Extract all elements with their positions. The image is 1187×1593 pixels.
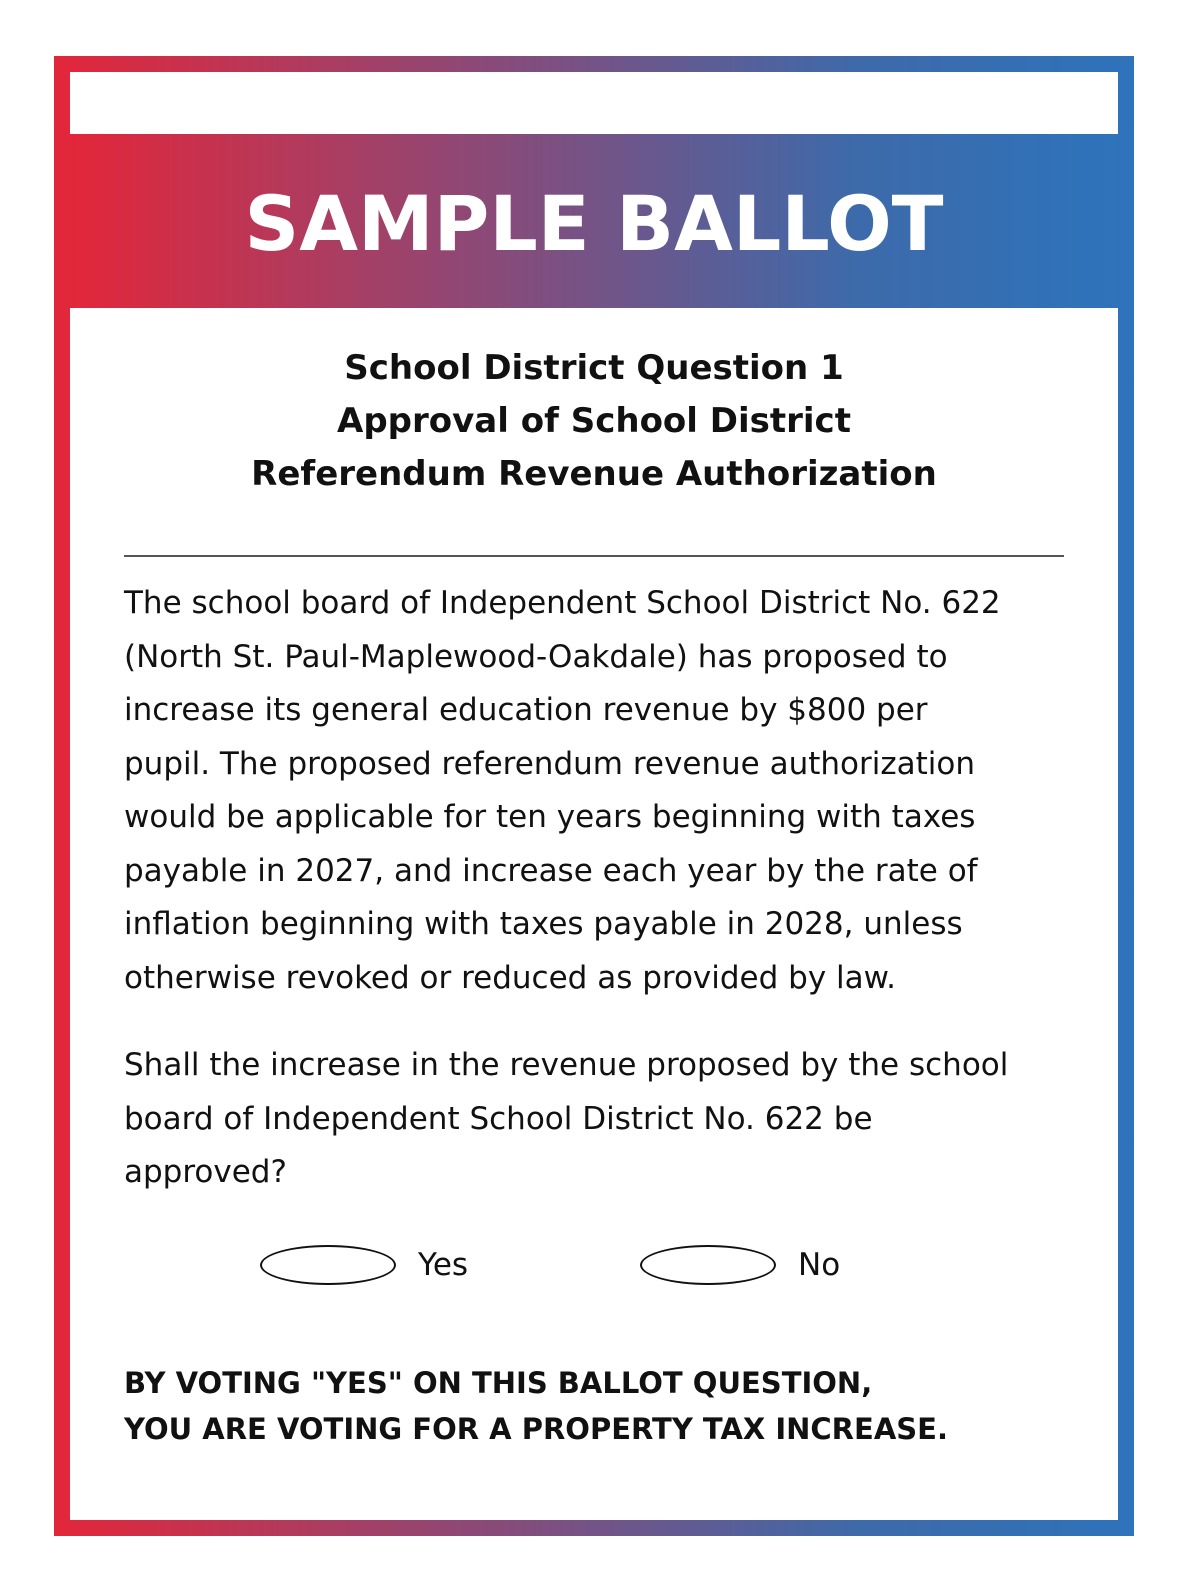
no-oval[interactable] [640, 1245, 776, 1285]
question-line: approved? [124, 1154, 287, 1190]
description-line: The school board of Independent School District No. 622 [124, 585, 1001, 621]
tax-increase-notice [124, 1360, 948, 1452]
question-line: Shall the increase in the revenue proposed by the school [124, 1047, 1009, 1083]
banner-title: SAMPLE BALLOT [244, 179, 944, 268]
description-line: increase its general education revenue by $800 per [124, 692, 928, 728]
description-line: otherwise revoked or reduced as provided by law. [124, 959, 897, 996]
no-label: No [798, 1247, 841, 1283]
divider [124, 555, 1064, 557]
heading-line-2: Approval of School District [337, 401, 851, 441]
ballot-border [54, 56, 1134, 1536]
yes-oval[interactable] [260, 1245, 396, 1285]
heading-line-1: School District Question 1 [344, 348, 844, 388]
question-heading [70, 342, 1118, 501]
ballot-question [124, 1039, 1054, 1200]
description-line: would be applicable for ten years beginning with taxes [124, 799, 976, 835]
description-line: pupil. The proposed referendum revenue authorization [124, 745, 976, 782]
description-line: payable in 2027, and increase each year by the rate of [124, 852, 978, 889]
notice-line-1: BY VOTING "YES" ON THIS BALLOT QUESTION, [124, 1366, 873, 1400]
notice-line-2: YOU ARE VOTING FOR A PROPERTY TAX INCREASE. [124, 1412, 948, 1446]
no-option[interactable] [640, 1242, 840, 1288]
yes-option[interactable] [260, 1242, 468, 1288]
ballot-card [70, 72, 1118, 1520]
heading-line-3: Referendum Revenue Authorization [251, 454, 937, 494]
referendum-description [124, 577, 1054, 1005]
question-line: board of Independent School District No. 622 be [124, 1100, 873, 1137]
yes-label: Yes [418, 1247, 469, 1283]
sample-ballot-banner [70, 134, 1118, 308]
description-line: inflation beginning with taxes payable in 2028, unless [124, 906, 963, 942]
description-line: (North St. Paul-Maplewood-Oakdale) has proposed to [124, 638, 948, 675]
